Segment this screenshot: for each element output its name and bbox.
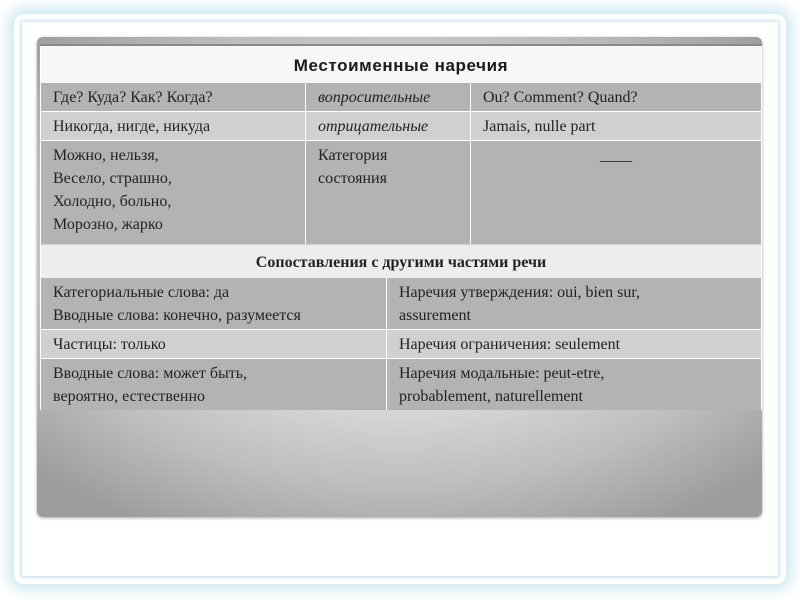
cell-category: отрицательные	[306, 112, 471, 141]
cell-russian: Никогда, нигде, никуда	[41, 112, 306, 141]
table-row	[41, 359, 762, 411]
cell-french: Наречия утверждения: oui, bien sur, assurement	[387, 278, 762, 330]
table-row	[41, 330, 762, 359]
table-row	[41, 112, 762, 141]
tables-container	[40, 44, 761, 410]
cell-russian: Где? Куда? Как? Когда?	[41, 83, 306, 112]
table-row	[41, 141, 762, 245]
table-row	[41, 83, 762, 112]
cell-french: Наречия ограничения: seulement	[387, 330, 762, 359]
cell-french: Jamais, nulle part	[471, 112, 762, 141]
cell-french: ____	[471, 141, 762, 245]
cell-french: Наречия модальные: peut-etre, probablement, naturellement	[387, 359, 762, 411]
table-row	[41, 278, 762, 330]
cell-french: Ou? Comment? Quand?	[471, 83, 762, 112]
table-subtitle: Сопоставления с другими частями речи	[41, 245, 762, 279]
cell-category: вопросительные	[306, 83, 471, 112]
cell-russian: Вводные слова: может быть, вероятно, естественно	[41, 359, 387, 411]
pronominal-adverbs-table	[40, 44, 762, 244]
cell-russian: Категориальные слова: да Вводные слова: конечно, разумеется	[41, 278, 387, 330]
cell-russian: Частицы: только	[41, 330, 387, 359]
comparison-table	[40, 244, 762, 410]
cell-russian: Можно, нельзя, Весело, страшно, Холодно, больно, Морозно, жарко	[41, 141, 306, 245]
table-title: Местоименные наречия	[41, 45, 762, 83]
cell-category: Категория состояния	[306, 141, 471, 245]
